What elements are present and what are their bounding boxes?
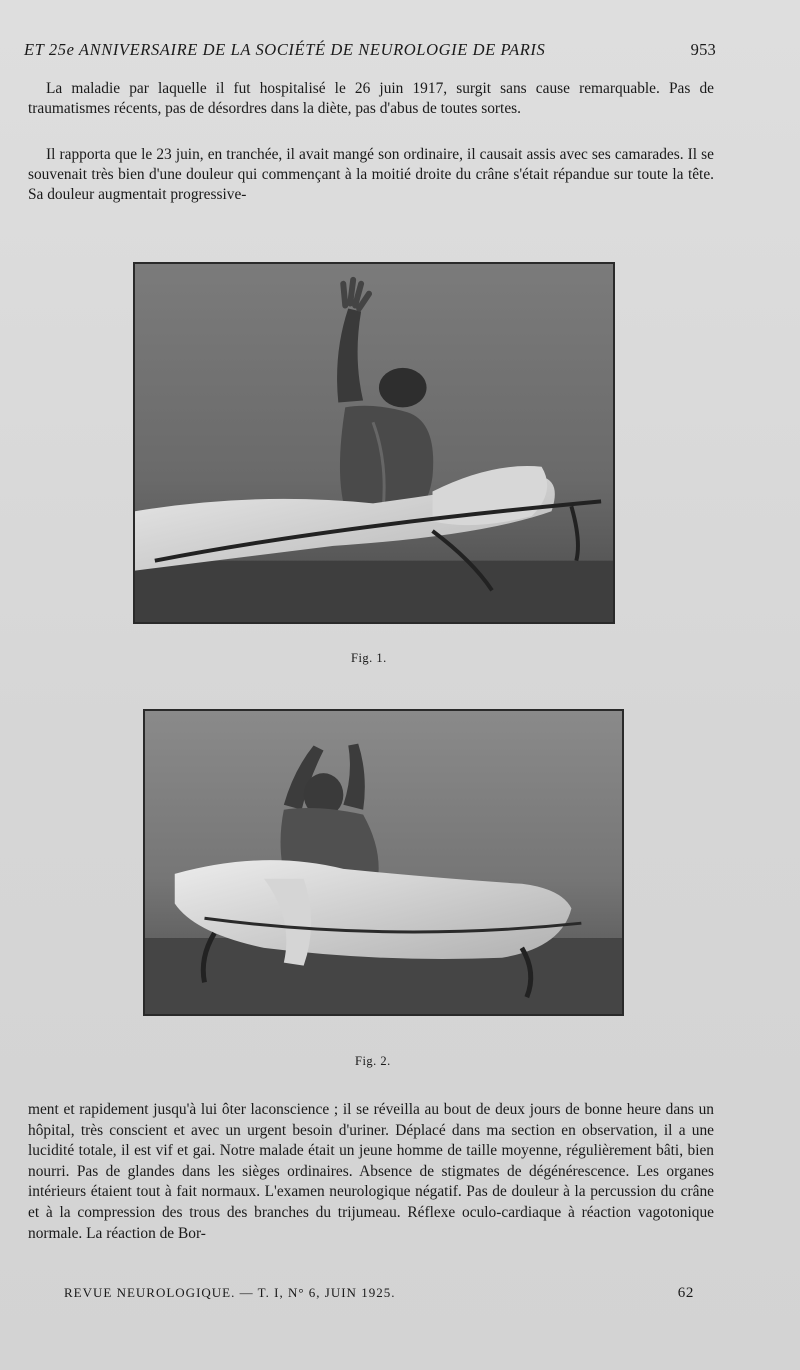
figure-1-image — [135, 264, 613, 622]
page-number: 953 — [690, 40, 716, 59]
figure-2-photograph — [143, 709, 624, 1016]
paragraph-2-text: Il rapporta que le 23 juin, en tranchée, il avait mangé son ordinaire, il causait assis avec ses camarades. Il se souvenait très bien d'une douleur qui commençant à la moitié droite du crâne s'était répandue sur toute la tête. Sa douleur augmentait progressive- — [28, 146, 714, 204]
figure-1-photograph — [133, 262, 615, 624]
running-head — [24, 40, 716, 60]
paragraph-1-text: La maladie par laquelle il fut hospitalisé le 26 juin 1917, surgit sans cause remarquable. Pas de traumatismes récents, pas de désordres dans la diète, pas d'abus de toutes sortes. — [28, 80, 714, 118]
figure-2-image — [145, 711, 622, 1014]
figure-2-caption: Fig. 2. — [355, 1054, 391, 1068]
body-paragraph-2 — [28, 145, 714, 206]
journal-citation: REVUE NEUROLOGIQUE. — T. I, N° 6, JUIN 1925. — [64, 1285, 396, 1300]
body-paragraph-3 — [28, 1100, 714, 1244]
page-footer — [64, 1285, 694, 1302]
signature-number: 62 — [677, 1285, 694, 1301]
figure-1-caption: Fig. 1. — [351, 651, 387, 665]
paragraph-3-text: ment et rapidement jusqu'à lui ôter laconscience ; il se réveilla au bout de deux jours de bonne heure dans un hôpital, très conscient et avec un urgent besoin d'uriner. Déplacé dans ma section en observation, il a une lucidité totale, il est vif et gai. Notre malade était un jeune homme de taille moyenne, régulièrement bâti, bien nourri. Pas de glandes dans les sièges ordinaires. Absence de stigmates de dégénérescence. Les organes intérieurs étaient tout à fait normaux. L'examen neurologique négatif. Pas de douleur à la percussion du crâne et à la compression des trous des branches du trijumeau. Réflexe oculo-cardiaque à réaction vagotonique normale. La réaction de Bor- — [28, 1101, 714, 1242]
body-paragraph-1 — [28, 79, 714, 119]
running-title: ET 25e ANNIVERSAIRE DE LA SOCIÉTÉ DE NEUROLOGIE DE PARIS — [24, 40, 546, 59]
